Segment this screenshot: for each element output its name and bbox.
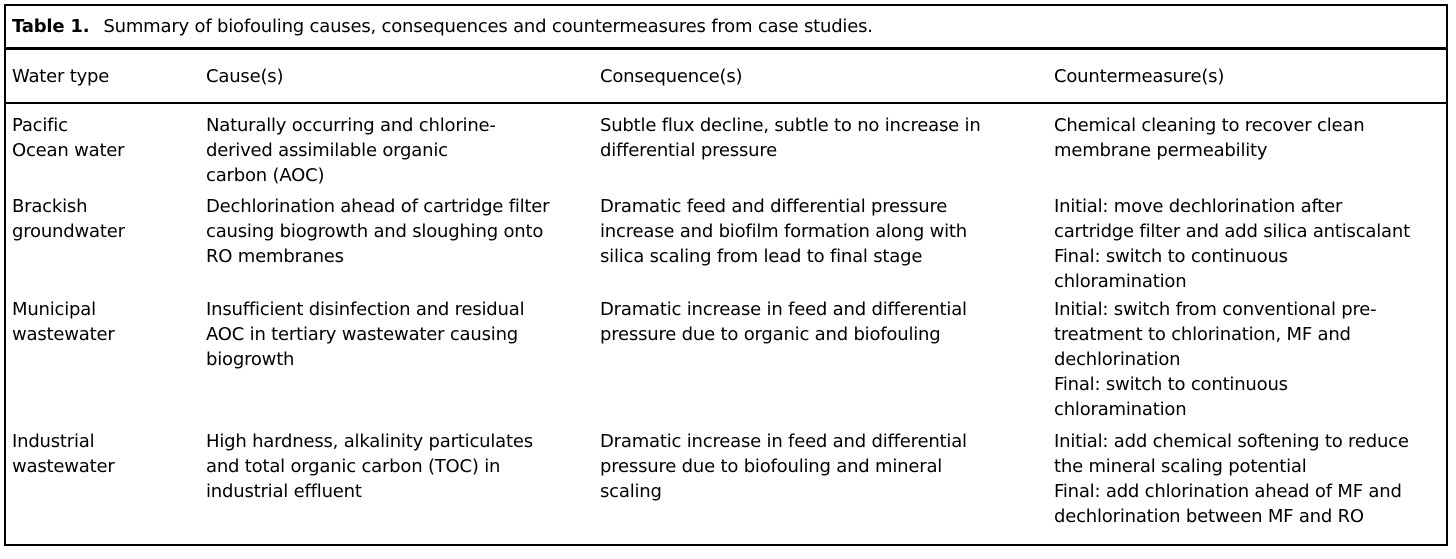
cell-line: cartridge filter and add silica antiscalant [1054, 221, 1410, 242]
cell-line: groundwater [12, 221, 125, 242]
cell-line: Dramatic increase in feed and differential [600, 299, 967, 320]
cell-line: wastewater [12, 324, 115, 345]
summary-table [6, 50, 1446, 533]
cell-countermeasure [1048, 188, 1446, 294]
cell-consequence [594, 294, 1048, 425]
cell-line: derived assimilable organic [206, 140, 448, 161]
cell-line: Municipal [12, 299, 96, 320]
table-row [6, 188, 1446, 294]
cell-line: Dechlorination ahead of cartridge filter [206, 196, 550, 217]
table-caption-text: Summary of biofouling causes, consequences and countermeasures from case studies. [103, 16, 873, 37]
cell-countermeasure [1048, 425, 1446, 533]
cell-line: and total organic carbon (TOC) in [206, 456, 501, 477]
cell-consequence [594, 425, 1048, 533]
table-row [6, 425, 1446, 533]
header-row [6, 50, 1446, 103]
cell-consequence [594, 188, 1048, 294]
header-consequences: Consequence(s) [594, 50, 1048, 103]
cell-line: pressure due to biofouling and mineral [600, 456, 943, 477]
cell-line: Final: switch to continuous [1054, 246, 1288, 267]
cell-line: RO membranes [206, 246, 344, 267]
cell-consequence [594, 103, 1048, 188]
cell-line: chloramination [1054, 399, 1187, 420]
cell-line: wastewater [12, 456, 115, 477]
cell-line: Final: add chlorination ahead of MF and [1054, 481, 1402, 502]
cell-line: membrane permeability [1054, 140, 1268, 161]
header-water-type: Water type [6, 50, 200, 103]
table-caption [6, 6, 1446, 50]
cell-line: Final: switch to continuous [1054, 374, 1288, 395]
cell-line: Initial: switch from conventional pre- [1054, 299, 1377, 320]
cell-countermeasure [1048, 103, 1446, 188]
cell-line: Brackish [12, 196, 88, 217]
cell-water-type [6, 188, 200, 294]
cell-line: treatment to chlorination, MF and [1054, 324, 1351, 345]
cell-line: the mineral scaling potential [1054, 456, 1307, 477]
cell-water-type [6, 294, 200, 425]
cell-line: increase and biofilm formation along with [600, 221, 967, 242]
cell-line: High hardness, alkalinity particulates [206, 431, 533, 452]
cell-line: industrial effluent [206, 481, 362, 502]
cell-water-type [6, 103, 200, 188]
cell-line: differential pressure [600, 140, 778, 161]
cell-line: Dramatic feed and differential pressure [600, 196, 948, 217]
cell-line: Naturally occurring and chlorine- [206, 115, 496, 136]
cell-line: Pacific [12, 115, 68, 136]
cell-line: Subtle flux decline, subtle to no increase in [600, 115, 981, 136]
cell-water-type [6, 425, 200, 533]
cell-cause [200, 103, 594, 188]
cell-line: Dramatic increase in feed and differential [600, 431, 967, 452]
cell-line: Ocean water [12, 140, 125, 161]
table-label: Table 1. [12, 16, 90, 37]
cell-line: AOC in tertiary wastewater causing [206, 324, 518, 345]
table-row [6, 103, 1446, 188]
cell-line: scaling [600, 481, 662, 502]
cell-line: Chemical cleaning to recover clean [1054, 115, 1365, 136]
table-frame [4, 4, 1448, 546]
cell-line: Insufficient disinfection and residual [206, 299, 525, 320]
header-causes: Cause(s) [200, 50, 594, 103]
table-row [6, 294, 1446, 425]
cell-line: pressure due to organic and biofouling [600, 324, 941, 345]
cell-line: Industrial [12, 431, 95, 452]
cell-countermeasure [1048, 294, 1446, 425]
cell-cause [200, 188, 594, 294]
cell-line: biogrowth [206, 349, 295, 370]
cell-line: silica scaling from lead to final stage [600, 246, 923, 267]
header-countermeasures: Countermeasure(s) [1048, 50, 1446, 103]
cell-cause [200, 425, 594, 533]
cell-cause [200, 294, 594, 425]
cell-line: Initial: move dechlorination after [1054, 196, 1343, 217]
cell-line: Initial: add chemical softening to reduce [1054, 431, 1409, 452]
cell-line: dechlorination between MF and RO [1054, 506, 1364, 527]
cell-line: causing biogrowth and sloughing onto [206, 221, 544, 242]
cell-line: chloramination [1054, 271, 1187, 292]
cell-line: carbon (AOC) [206, 165, 325, 186]
cell-line: dechlorination [1054, 349, 1181, 370]
